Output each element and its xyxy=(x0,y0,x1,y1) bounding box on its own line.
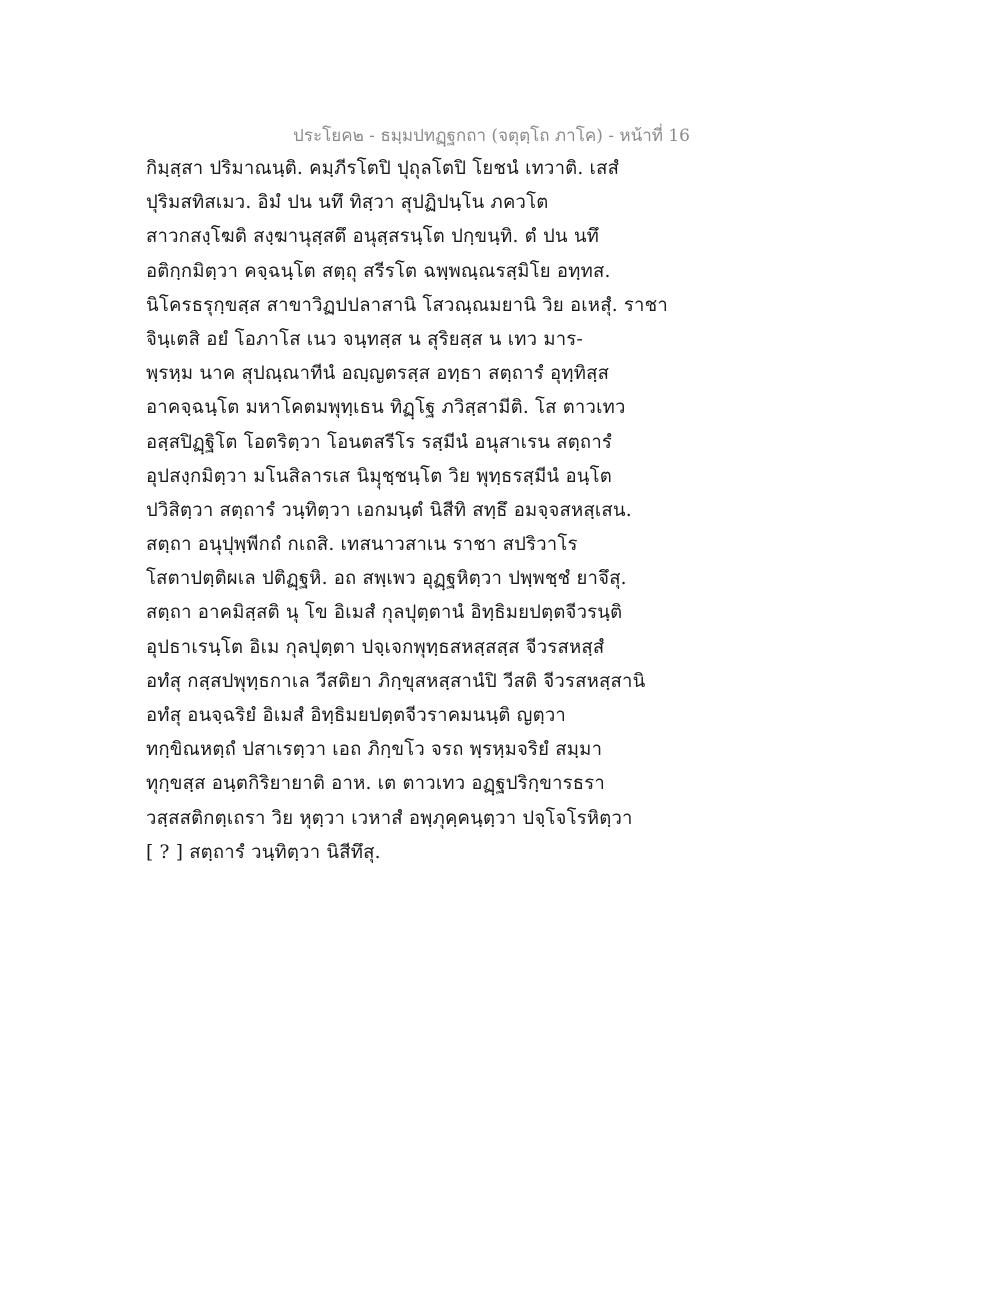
text-line: ปวิสิตฺวา สตฺถารํ วนฺทิตฺวา เอกมนฺตํ นิสีทิ สทฺธึ อมจฺจสหสฺเสน. xyxy=(146,499,632,521)
text-line: พฺรหฺม นาค สุปณฺณาทีนํ อญฺญตรสฺส อทฺธา สตฺถารํ อุทฺทิสฺส xyxy=(146,363,610,385)
text-line: กิมฺสฺสา ปริมาณนฺติ. คมฺภีรโตปิ ปุถุลโตปิ โยชนํ เทวาติ. เสสํ xyxy=(146,158,620,179)
page-header xyxy=(0,122,690,149)
text-line: อติกฺกมิตฺวา คจฺฉนฺโต สตฺถุ สรีรโต ฉพฺพณฺณรสฺมิโย อทฺทส. xyxy=(146,260,611,282)
text-line: อุปธาเรนฺโต อิเม กุลปุตฺตา ปจฺเจกพุทฺธสหสฺสสฺส จีวรสหสฺสํ xyxy=(146,636,605,658)
text-line: ทุกฺขสฺส อนฺตกิริยายาติ อาห. เต ตาวเทว อฏฺฐปริกฺขารธรา xyxy=(146,773,606,795)
text-line: อสฺสปิฏฺฐิโต โอตริตฺวา โอนตสรีโร รสฺมีนํ อนุสาเรน สตฺถารํ xyxy=(146,431,613,453)
text-line: อทํสุ อนจฺฉริยํ อิเมสํ อิทฺธิมยปตฺตจีวราคมนนฺติ ญตฺวา xyxy=(146,705,567,726)
text-line: ทกฺขิณหตฺถํ ปสาเรตฺวา เอถ ภิกฺขโว จรถ พฺรหฺมจริยํ สมฺมา xyxy=(146,739,603,761)
text-line: วสฺสสติกตฺเถรา วิย หุตฺวา เวหาสํ อพฺภุคฺคนฺตฺวา ปจฺโจโรหิตฺวา xyxy=(146,807,633,829)
text-line: ปุริมสทิสเมว. อิมํ ปน นทึ ทิสฺวา สุปฏิปนฺโน ภควโต xyxy=(146,192,549,214)
text-line: อทํสุ กสฺสปพุทฺธกาเล วีสติยา ภิกฺขุสหสฺสานํปิ วีสติ จีวรสหสฺสานิ xyxy=(146,670,646,692)
text-line: สตฺถา อนุปุพฺพีกถํ กเถสิ. เทสนาวสาเน ราชา สปริวาโร xyxy=(146,534,578,556)
text-line: อุปสงฺกมิตฺวา มโนสิลารเส นิมฺุชฺชนฺโต วิย พุทฺธรสฺมีนํ อนฺโต xyxy=(146,465,612,487)
running-title: ประโยค๒ - ธมฺมปทฏฺฐกถา (จตุตฺโถ ภาโค) - หน้าที่ 16 xyxy=(293,126,690,146)
text-line: สตฺถา อาคมิสฺสติ นุ โข อิเมสํ กุลปุตฺตานํ อิทฺธิมยปตฺตจีวรนฺติ xyxy=(146,602,623,624)
text-line: สาวกสงฺโฆติ สงฺฆานุสฺสตึ อนุสฺสรนฺโต ปกฺขนฺทิ. ตํ ปน นทึ xyxy=(146,226,600,248)
text-line: อาคจฺฉนฺโต มหาโคตมพุทฺเธน ทิฏฺโฐ ภวิสฺสามีติ. โส ตาวเทว xyxy=(146,397,626,419)
body-text xyxy=(146,152,706,870)
text-line: [ ? ] สตฺถารํ วนฺทิตฺวา นิสีทึสุ. xyxy=(146,841,381,863)
text-line: จินฺเตสิ อยํ โอภาโส เนว จนฺทสฺส น สุริยสฺส น เทว มาร- xyxy=(146,328,583,350)
text-line: นิโครธรุกฺขสฺส สาขาวิฏปปลาสานิ โสวณฺณมยานิ วิย อเหสุํ. ราชา xyxy=(146,294,668,316)
text-line: โสตาปตฺติผเล ปติฏฺฐหิ. อถ สพฺเพว อุฏฺฐหิตฺวา ปพฺพชฺชํ ยาจึสุ. xyxy=(146,568,627,590)
